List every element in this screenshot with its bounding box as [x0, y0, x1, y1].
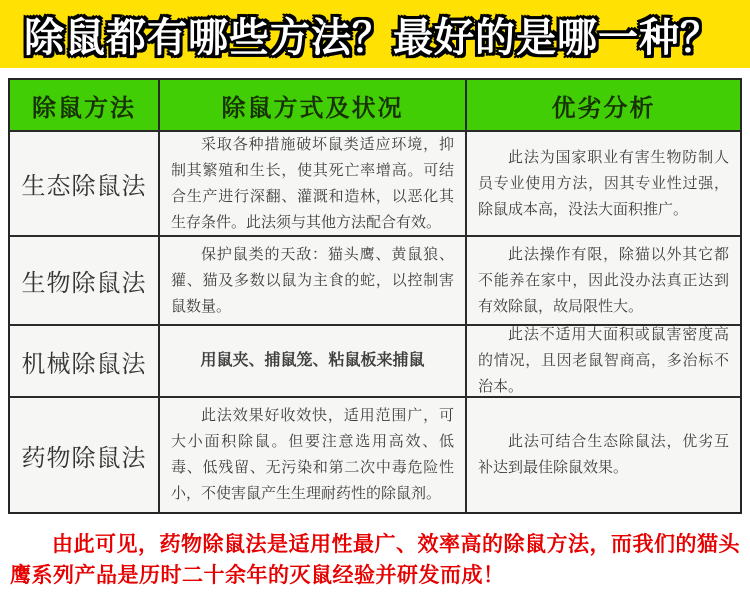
- table-row-analysis-chem: [465, 396, 740, 512]
- table-row-analysis-mech: [465, 324, 740, 396]
- table-row-method-mech: 机械除鼠法: [10, 324, 158, 396]
- table-row-analysis-eco: [465, 130, 740, 235]
- table-row-description-bio: [158, 235, 465, 324]
- rodent-methods-table: [8, 78, 742, 514]
- description-text: 此法效果好收效快，适用范围广，可大小面积除鼠。但要注意选用高效、低毒、低残留、无污染和第二次中毒危险性小，不使害鼠产生生理耐药性的除鼠剂。: [171, 407, 454, 502]
- banner: [0, 0, 750, 68]
- table-row-description-eco: [158, 130, 465, 235]
- description-text: 采取各种措施破坏鼠类适应环境，抑制其繁殖和生长，使其死亡率增高。可结合生产进行深翻、灌溉和造林，以恶化其生存条件。此法须与其他方法配合有效。: [171, 135, 454, 231]
- table-row-analysis-bio: [465, 235, 740, 324]
- table-header-description: 除鼠方式及状况: [158, 80, 465, 130]
- table-header-analysis: 优劣分析: [465, 80, 740, 130]
- analysis-text: 此法为国家职业有害生物防制人员专业使用方法，因其专业性过强，除鼠成本高，没法大面积推广。: [478, 148, 729, 218]
- table-row-method-bio: 生物除鼠法: [10, 235, 158, 324]
- analysis-text: 此法操作有限，除猫以外其它都不能养在家中，因此没办法真正达到有效除鼠，故局限性大。: [478, 245, 729, 315]
- analysis-text: 此法不适用大面积或鼠害密度高的情况，且因老鼠智商高，多治标不治本。: [478, 326, 729, 395]
- table-row-method-eco: 生态除鼠法: [10, 130, 158, 235]
- conclusion-text: 由此可见，药物除鼠法是适用性最广、效率高的除鼠方法，而我们的猫头鹰系列产品是历时二十余年的灭鼠经验并研发而成！: [10, 533, 740, 587]
- description-text: 保护鼠类的天敌：猫头鹰、黄鼠狼、獾、猫及多数以鼠为主食的蛇，以控制害鼠数量。: [171, 245, 454, 315]
- banner-title: 除鼠都有哪些方法？最好的是哪一种？: [24, 15, 721, 60]
- table-row-method-chem: 药物除鼠法: [10, 396, 158, 512]
- table-header-method: 除鼠方法: [10, 80, 158, 130]
- description-text: 用鼠夹、捕鼠笼、粘鼠板来捕鼠: [200, 352, 425, 369]
- analysis-text: 此法可结合生态除鼠法，优劣互补达到最佳除鼠效果。: [478, 433, 729, 476]
- table-row-description-chem: [158, 396, 465, 512]
- table-row-description-mech: [158, 324, 465, 396]
